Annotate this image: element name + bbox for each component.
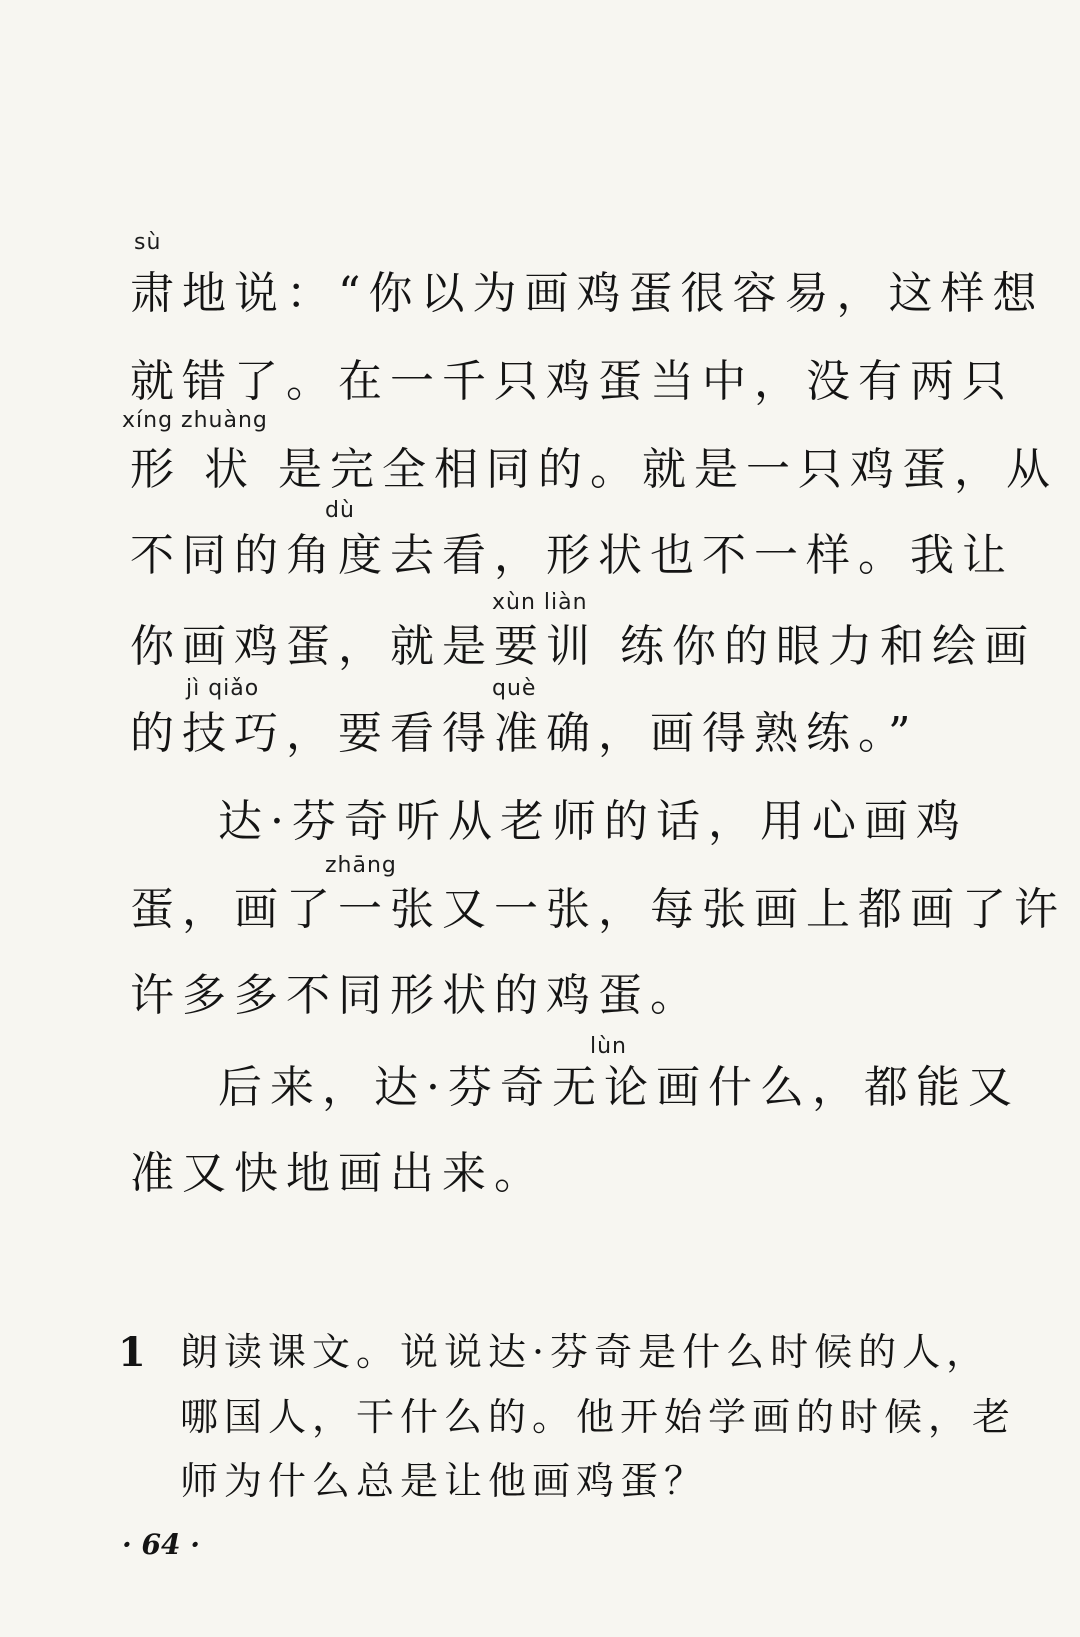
exercise-number: 1 <box>118 1329 146 1376</box>
pinyin-zhang: zhāng <box>325 853 397 878</box>
exercise-line-3: 师为什么总是让他画鸡蛋？ <box>180 1459 709 1503</box>
passage-line-6: 的技巧，要看得准确，画得熟练。” <box>130 708 919 759</box>
passage-line-11: 准又快地画出来。 <box>130 1148 546 1199</box>
passage-line-4: 不同的角度去看，形状也不一样。我让 <box>130 530 1014 581</box>
pinyin-lun: lùn <box>590 1034 627 1059</box>
pinyin-xun-lian: xùn liàn <box>492 590 588 615</box>
passage-line-3: 形 状 是完全相同的。就是一只鸡蛋，从 <box>130 444 1058 495</box>
page-number: · 64 · <box>122 1528 200 1561</box>
pinyin-du: dù <box>325 498 355 523</box>
passage-line-7: 达·芬奇听从老师的话，用心画鸡 <box>218 796 968 847</box>
passage-line-2: 就错了。在一千只鸡蛋当中，没有两只 <box>130 356 1014 407</box>
pinyin-ji-qiao: jì qiǎo <box>186 676 260 701</box>
exercise-line-2: 哪国人，干什么的。他开始学画的时候，老 <box>180 1395 1017 1439</box>
pinyin-xing-zhuang: xíng zhuàng <box>122 408 268 433</box>
passage-line-9: 许多多不同形状的鸡蛋。 <box>130 970 702 1021</box>
pinyin-su: sù <box>134 230 162 255</box>
passage-line-1: 肃地说：“你以为画鸡蛋很容易，这样想 <box>130 268 1045 319</box>
passage-line-5: 你画鸡蛋，就是要训 练你的眼力和绘画 <box>130 621 1036 672</box>
pinyin-que: què <box>492 676 537 701</box>
passage-line-8: 蛋，画了一张又一张，每张画上都画了许 <box>130 884 1066 935</box>
exercise-line-1: 朗读课文。说说达·芬奇是什么时候的人， <box>180 1330 991 1374</box>
passage-line-10: 后来，达·芬奇无论画什么，都能又 <box>218 1062 1020 1113</box>
